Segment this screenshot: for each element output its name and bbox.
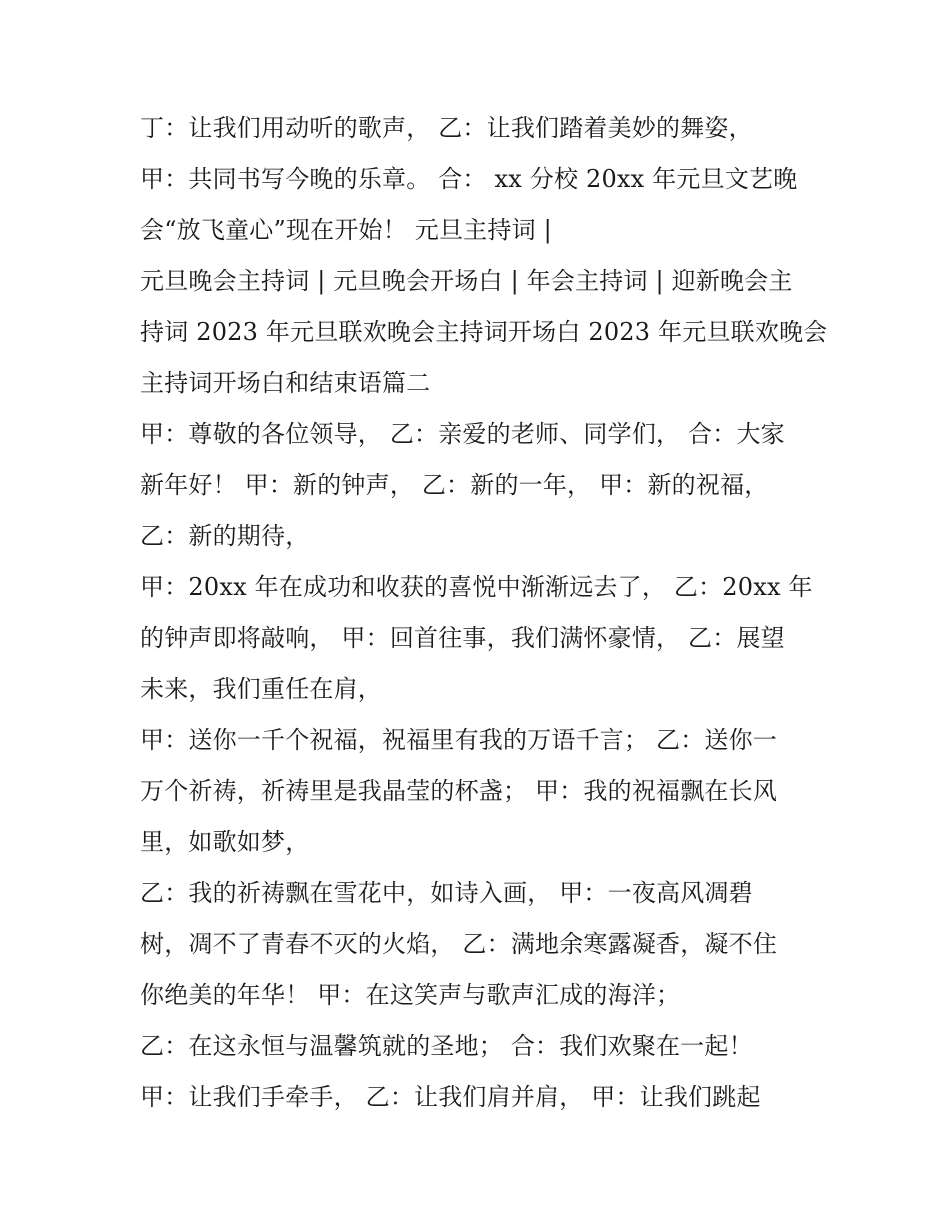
text-line: 乙：新的期待，	[140, 522, 310, 550]
text-line: 甲：让我们手牵手， 乙：让我们肩并肩， 甲：让我们跳起	[140, 1083, 761, 1111]
text-line: 你绝美的年华！ 甲：在这笑声与歌声汇成的海洋；	[140, 981, 681, 1009]
text-line: 甲：尊敬的各位领导， 乙：亲爱的老师、同学们， 合：大家	[140, 420, 785, 448]
text-line: 主持词开场白和结束语篇二	[140, 369, 431, 397]
text-line: 未来，我们重任在肩，	[140, 675, 382, 703]
text-line: 新年好！ 甲：新的钟声， 乙：新的一年， 甲：新的祝福，	[140, 471, 769, 499]
text-line: 会“放飞童心”现在开始！ 元旦主持词 |	[140, 216, 552, 244]
text-line: 甲：20xx 年在成功和收获的喜悦中渐渐远去了， 乙：20xx 年	[140, 573, 813, 601]
text-line: 甲：送你一千个祝福，祝福里有我的万语千言； 乙：送你一	[140, 726, 778, 754]
text-line: 甲：共同书写今晚的乐章。 合： xx 分校 20xx 年元旦文艺晚	[140, 165, 798, 193]
text-line: 万个祈祷，祈祷里是我晶莹的杯盏； 甲：我的祝福飘在长风	[140, 777, 778, 805]
text-line: 树，凋不了青春不灭的火焰， 乙：满地余寒露凝香，凝不住	[140, 930, 778, 958]
text-line: 持词 2023 年元旦联欢晚会主持词开场白 2023 年元旦联欢晚会	[140, 318, 828, 346]
text-line: 的钟声即将敲响， 甲：回首往事，我们满怀豪情， 乙：展望	[140, 624, 785, 652]
text-line: 乙：在这永恒与温馨筑就的圣地； 合：我们欢聚在一起！	[140, 1032, 753, 1060]
text-line: 乙：我的祈祷飘在雪花中，如诗入画， 甲：一夜高风凋碧	[140, 879, 753, 907]
text-line: 元旦晚会主持词 | 元旦晚会开场白 | 年会主持词 | 迎新晚会主	[140, 267, 793, 295]
text-line: 里，如歌如梦，	[140, 828, 310, 856]
text-line: 丁：让我们用动听的歌声， 乙：让我们踏着美妙的舞姿，	[140, 114, 753, 142]
document-body	[140, 103, 828, 1123]
